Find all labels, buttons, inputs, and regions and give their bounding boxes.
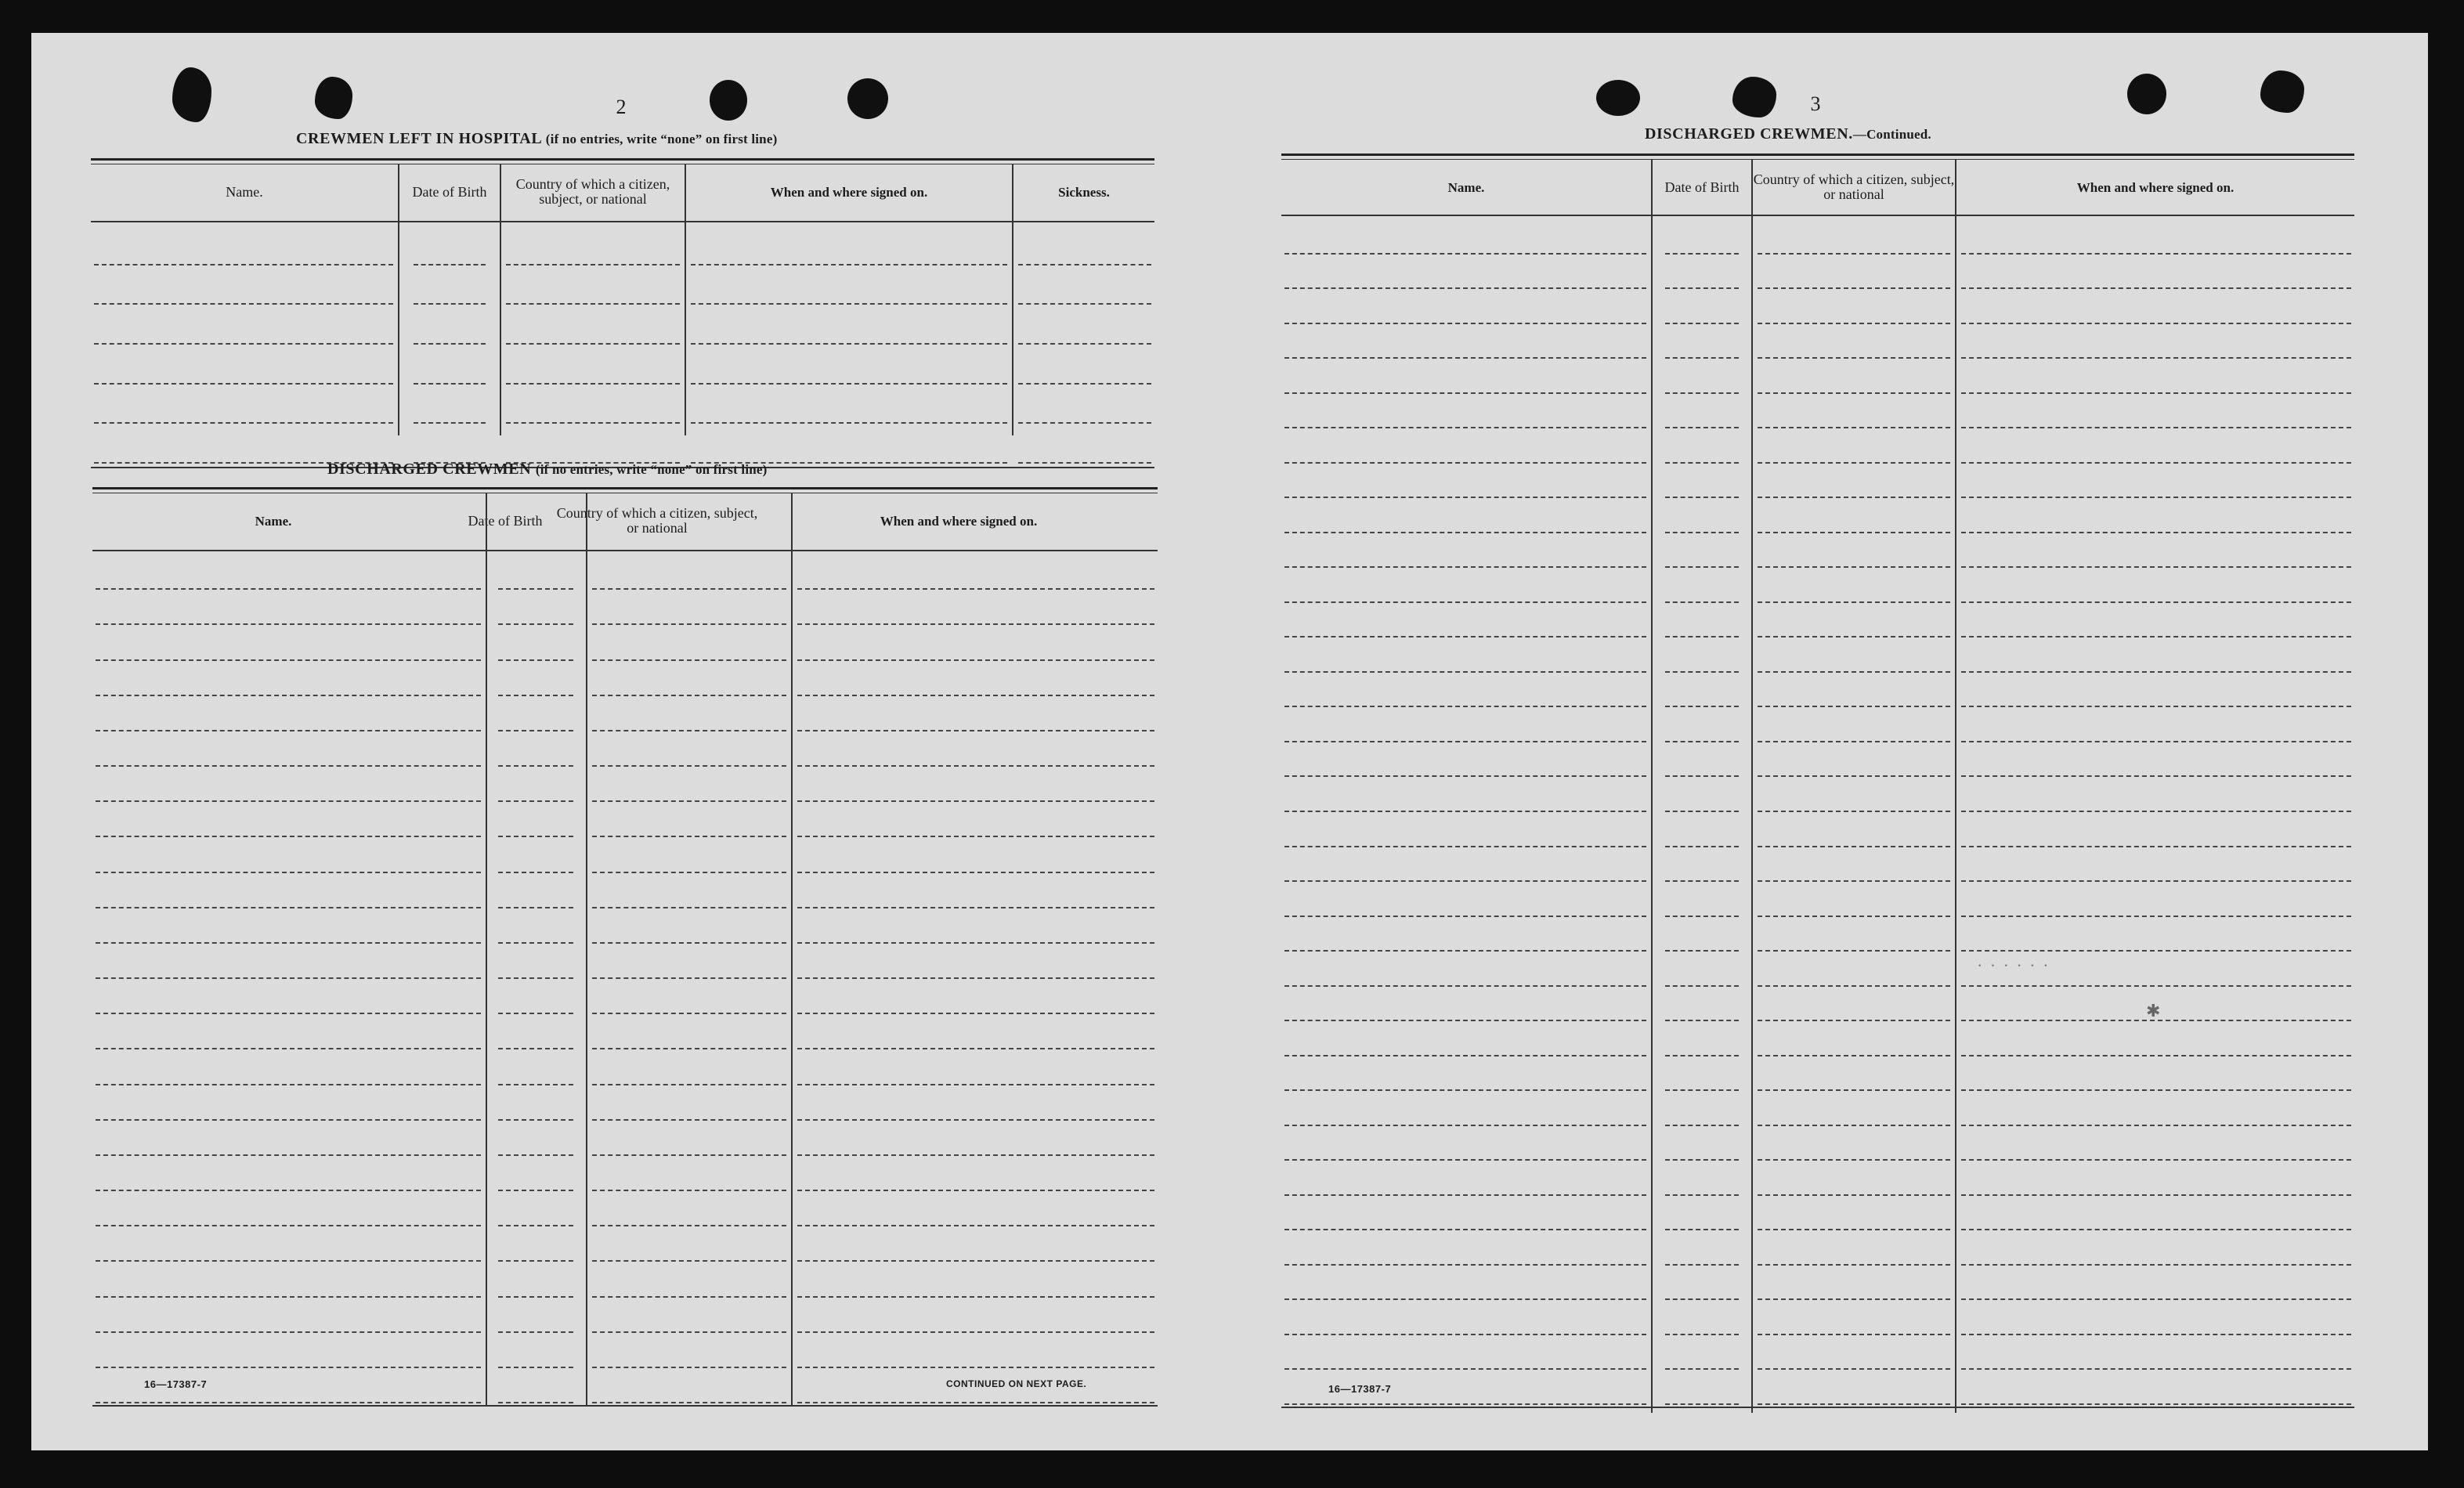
entry-line[interactable] (1665, 392, 1739, 394)
entry-line[interactable] (592, 1048, 786, 1049)
entry-line[interactable] (1961, 1089, 2351, 1091)
entry-line[interactable] (1665, 741, 1739, 742)
entry-line[interactable] (1665, 1229, 1739, 1230)
col-header-country: Country of which a citizen, subject, or national (556, 505, 758, 536)
entry-line[interactable] (797, 1119, 1154, 1121)
entry-line[interactable] (797, 1225, 1154, 1226)
punch-hole (847, 78, 888, 119)
entry-line[interactable] (498, 872, 573, 873)
entry-line[interactable] (1665, 1089, 1739, 1091)
entry-line[interactable] (1758, 1334, 1950, 1335)
entry-line[interactable] (1961, 1229, 2351, 1230)
entry-line[interactable] (797, 872, 1154, 873)
entry-line[interactable] (797, 800, 1154, 802)
entry-line[interactable] (96, 695, 481, 696)
entry-line[interactable] (1961, 1055, 2351, 1056)
entry-line[interactable] (1665, 1368, 1739, 1370)
entry-line[interactable] (1758, 1298, 1950, 1300)
page-number-left: 2 (616, 96, 627, 118)
entry-line[interactable] (1284, 323, 1646, 324)
entry-line[interactable] (96, 907, 481, 908)
entry-line[interactable] (498, 659, 573, 661)
entry-line[interactable] (1284, 462, 1646, 464)
entry-line[interactable] (1961, 357, 2351, 359)
entry-line[interactable] (1758, 775, 1950, 777)
entry-line[interactable] (498, 1225, 573, 1226)
entry-line[interactable] (1961, 1334, 2351, 1335)
entry-line[interactable] (1961, 671, 2351, 673)
entry-line[interactable] (797, 1084, 1154, 1085)
entry-line[interactable] (1665, 1403, 1739, 1405)
entry-line[interactable] (1284, 566, 1646, 568)
entry-line[interactable] (1284, 1194, 1646, 1196)
entry-line[interactable] (1284, 706, 1646, 707)
entry-line[interactable] (498, 730, 573, 731)
entry-line[interactable] (506, 383, 680, 385)
entry-line[interactable] (1284, 1403, 1646, 1405)
entry-line[interactable] (592, 907, 786, 908)
entry-line[interactable] (414, 303, 486, 305)
col-header-country: Country of which a citizen, subject, or national (1753, 172, 1955, 202)
page-number-right: 3 (1810, 92, 1821, 115)
entry-line[interactable] (1665, 950, 1739, 952)
entry-line[interactable] (498, 1331, 573, 1333)
entry-line[interactable] (1758, 1159, 1950, 1161)
col-header-name: Name. (1447, 179, 1485, 195)
entry-line[interactable] (1665, 601, 1739, 603)
col-header-sickness: Sickness. (1058, 184, 1110, 200)
entry-line[interactable] (797, 836, 1154, 837)
entry-line[interactable] (592, 1119, 786, 1121)
entry-line[interactable] (1284, 846, 1646, 847)
entry-line[interactable] (1758, 1020, 1950, 1021)
entry-line[interactable] (1961, 1368, 2351, 1370)
entry-line[interactable] (498, 1190, 573, 1191)
entry-line[interactable] (1961, 916, 2351, 917)
entry-line[interactable] (96, 765, 481, 767)
entry-line[interactable] (1961, 1298, 2351, 1300)
entry-line[interactable] (592, 1013, 786, 1014)
entry-line[interactable] (1961, 1264, 2351, 1266)
entry-line[interactable] (1758, 636, 1950, 637)
entry-line[interactable] (1018, 303, 1151, 305)
entry-line[interactable] (498, 1260, 573, 1262)
col-header-dob: Date of Birth (468, 512, 543, 529)
entry-line[interactable] (96, 1190, 481, 1191)
entry-line[interactable] (96, 1296, 481, 1298)
ink-smudge: ✱ (2146, 1001, 2162, 1020)
punch-hole (2260, 70, 2304, 113)
entry-line[interactable] (1961, 323, 2351, 324)
entry-line[interactable] (797, 659, 1154, 661)
entry-line[interactable] (1758, 287, 1950, 289)
entry-line[interactable] (498, 942, 573, 944)
entry-line[interactable] (498, 588, 573, 590)
entry-line[interactable] (1961, 532, 2351, 533)
entry-line[interactable] (797, 942, 1154, 944)
entry-line[interactable] (96, 623, 481, 625)
entry-line[interactable] (498, 977, 573, 979)
entry-line[interactable] (1665, 916, 1739, 917)
entry-line[interactable] (1665, 985, 1739, 987)
col-header-signed-on: When and where signed on. (2076, 179, 2235, 195)
col-header-name: Name. (255, 513, 292, 529)
entry-line[interactable] (1284, 1298, 1646, 1300)
entry-line[interactable] (1284, 880, 1646, 882)
punch-hole (1596, 80, 1640, 116)
entry-line[interactable] (94, 303, 393, 305)
entry-line[interactable] (1758, 706, 1950, 707)
entry-line[interactable] (1758, 1368, 1950, 1370)
entry-line[interactable] (414, 343, 486, 345)
entry-line[interactable] (592, 1331, 786, 1333)
entry-line[interactable] (1758, 392, 1950, 394)
hospital-table (91, 158, 1154, 471)
entry-line[interactable] (1284, 775, 1646, 777)
entry-line[interactable] (1758, 357, 1950, 359)
entry-line[interactable] (797, 977, 1154, 979)
entry-line[interactable] (1758, 741, 1950, 742)
entry-line[interactable] (592, 730, 786, 731)
entry-line[interactable] (1284, 1055, 1646, 1056)
discharged-section-title: DISCHARGED CREWMEN (if no entries, write “none” on first line) (327, 460, 768, 478)
entry-line[interactable] (797, 765, 1154, 767)
ink-smudge: · · · · · · (1977, 955, 2050, 975)
entry-line[interactable] (1961, 741, 2351, 742)
entry-line[interactable] (1961, 775, 2351, 777)
entry-line[interactable] (1284, 1229, 1646, 1230)
entry-line[interactable] (1665, 566, 1739, 568)
entry-line[interactable] (1284, 601, 1646, 603)
entry-line[interactable] (797, 1331, 1154, 1333)
entry-line[interactable] (96, 659, 481, 661)
entry-line[interactable] (1665, 1020, 1739, 1021)
entry-line[interactable] (1758, 916, 1950, 917)
entry-line[interactable] (94, 422, 393, 424)
entry-line[interactable] (797, 730, 1154, 731)
entry-line[interactable] (1284, 1264, 1646, 1266)
entry-line[interactable] (797, 1367, 1154, 1368)
entry-line[interactable] (1665, 775, 1739, 777)
entry-line[interactable] (1284, 357, 1646, 359)
entry-line[interactable] (498, 1154, 573, 1156)
entry-line[interactable] (1758, 880, 1950, 882)
entry-line[interactable] (414, 383, 486, 385)
entry-line[interactable] (96, 1331, 481, 1333)
entry-line[interactable] (1758, 1229, 1950, 1230)
entry-line[interactable] (506, 422, 680, 424)
entry-line[interactable] (691, 303, 1007, 305)
entry-line[interactable] (1961, 462, 2351, 464)
entry-line[interactable] (1961, 706, 2351, 707)
entry-line[interactable] (96, 1260, 481, 1262)
entry-line[interactable] (797, 1013, 1154, 1014)
entry-line[interactable] (96, 1084, 481, 1085)
hospital-section-title: CREWMEN LEFT IN HOSPITAL (if no entries, write “none” on first line) (296, 130, 778, 147)
punch-hole (1732, 77, 1776, 117)
col-header-country: Country of which a citizen, subject, or national (515, 176, 670, 207)
form-number-right: 16—17387-7 (1328, 1383, 1392, 1395)
entry-line[interactable] (592, 872, 786, 873)
entry-line[interactable] (592, 977, 786, 979)
entry-line[interactable] (1018, 462, 1151, 464)
entry-line[interactable] (1758, 323, 1950, 324)
entry-line[interactable] (1665, 253, 1739, 255)
entry-line[interactable] (797, 623, 1154, 625)
entry-line[interactable] (96, 1154, 481, 1156)
entry-line[interactable] (1758, 601, 1950, 603)
entry-line[interactable] (96, 1013, 481, 1014)
entry-line[interactable] (96, 872, 481, 873)
entry-line[interactable] (498, 1119, 573, 1121)
col-header-dob: Date of Birth (412, 183, 487, 200)
entry-line[interactable] (1961, 846, 2351, 847)
entry-line[interactable] (1284, 1125, 1646, 1126)
entry-line[interactable] (96, 977, 481, 979)
entry-line[interactable] (797, 1048, 1154, 1049)
entry-line[interactable] (1665, 287, 1739, 289)
entry-line[interactable] (94, 383, 393, 385)
entry-line[interactable] (592, 1084, 786, 1085)
entry-line[interactable] (592, 1190, 786, 1191)
entry-line[interactable] (498, 1048, 573, 1049)
entry-line[interactable] (1758, 846, 1950, 847)
entry-line[interactable] (797, 588, 1154, 590)
entry-line[interactable] (1284, 1159, 1646, 1161)
col-header-dob: Date of Birth (1664, 179, 1740, 195)
entry-line[interactable] (506, 343, 680, 345)
entry-line[interactable] (592, 623, 786, 625)
entry-line[interactable] (1018, 383, 1151, 385)
entry-line[interactable] (96, 942, 481, 944)
entry-line[interactable] (691, 383, 1007, 385)
entry-line[interactable] (1961, 950, 2351, 952)
entry-line[interactable] (592, 588, 786, 590)
entry-line[interactable] (96, 1367, 481, 1368)
entry-line[interactable] (1018, 264, 1151, 265)
entry-line[interactable] (1665, 846, 1739, 847)
discharged-table (92, 487, 1158, 1411)
entry-line[interactable] (498, 1402, 573, 1403)
entry-line[interactable] (96, 1048, 481, 1049)
entry-line[interactable] (96, 1119, 481, 1121)
entry-line[interactable] (1758, 1403, 1950, 1405)
entry-line[interactable] (1758, 253, 1950, 255)
entry-line[interactable] (592, 1402, 786, 1403)
entry-line[interactable] (592, 765, 786, 767)
entry-line[interactable] (1665, 1055, 1739, 1056)
col-header-signed-on: When and where signed on. (770, 184, 928, 200)
punch-hole (172, 67, 211, 122)
continued-note: CONTINUED ON NEXT PAGE. (946, 1378, 1087, 1389)
punch-hole (2127, 74, 2166, 114)
entry-line[interactable] (1284, 392, 1646, 394)
entry-line[interactable] (1665, 880, 1739, 882)
entry-line[interactable] (1758, 1264, 1950, 1266)
entry-line[interactable] (498, 836, 573, 837)
entry-line[interactable] (1961, 287, 2351, 289)
entry-line[interactable] (498, 1367, 573, 1368)
entry-line[interactable] (498, 800, 573, 802)
entry-line[interactable] (498, 623, 573, 625)
entry-line[interactable] (592, 1296, 786, 1298)
entry-line[interactable] (1961, 601, 2351, 603)
entry-line[interactable] (1961, 566, 2351, 568)
entry-line[interactable] (592, 1367, 786, 1368)
entry-line[interactable] (691, 264, 1007, 265)
entry-line[interactable] (691, 343, 1007, 345)
entry-line[interactable] (592, 836, 786, 837)
entry-line[interactable] (1665, 532, 1739, 533)
entry-line[interactable] (592, 1154, 786, 1156)
entry-line[interactable] (506, 264, 680, 265)
entry-line[interactable] (1758, 532, 1950, 533)
entry-line[interactable] (1758, 985, 1950, 987)
entry-line[interactable] (1758, 811, 1950, 812)
entry-line[interactable] (691, 422, 1007, 424)
entry-line[interactable] (1665, 671, 1739, 673)
entry-line[interactable] (1758, 950, 1950, 952)
entry-line[interactable] (1018, 422, 1151, 424)
entry-line[interactable] (1284, 741, 1646, 742)
entry-line[interactable] (414, 264, 486, 265)
entry-line[interactable] (1665, 1334, 1739, 1335)
entry-line[interactable] (1284, 1089, 1646, 1091)
entry-line[interactable] (797, 1154, 1154, 1156)
entry-line[interactable] (96, 1402, 481, 1403)
punch-hole (315, 77, 352, 119)
entry-line[interactable] (1961, 427, 2351, 428)
col-header-signed-on: When and where signed on. (880, 513, 1038, 529)
entry-line[interactable] (1758, 671, 1950, 673)
entry-line[interactable] (1961, 1194, 2351, 1196)
entry-line[interactable] (1758, 1089, 1950, 1091)
entry-line[interactable] (1961, 811, 2351, 812)
entry-line[interactable] (1758, 566, 1950, 568)
discharged-continued-table (1281, 153, 2354, 1414)
entry-line[interactable] (414, 422, 486, 424)
entry-line[interactable] (1284, 916, 1646, 917)
entry-line[interactable] (96, 800, 481, 802)
entry-line[interactable] (1284, 811, 1646, 812)
entry-line[interactable] (1284, 532, 1646, 533)
entry-line[interactable] (498, 695, 573, 696)
entry-line[interactable] (1961, 1159, 2351, 1161)
entry-line[interactable] (797, 1260, 1154, 1262)
entry-line[interactable] (1284, 1020, 1646, 1021)
entry-line[interactable] (1665, 357, 1739, 359)
entry-line[interactable] (1758, 462, 1950, 464)
entry-line[interactable] (498, 907, 573, 908)
discharged-continued-title: DISCHARGED CREWMEN.—Continued. (1645, 125, 1931, 143)
entry-line[interactable] (1284, 253, 1646, 255)
entry-line[interactable] (797, 1296, 1154, 1298)
entry-line[interactable] (1961, 636, 2351, 637)
entry-line[interactable] (1284, 287, 1646, 289)
entry-line[interactable] (797, 1190, 1154, 1191)
entry-line[interactable] (1284, 1368, 1646, 1370)
entry-line[interactable] (1961, 985, 2351, 987)
entry-line[interactable] (1284, 636, 1646, 637)
entry-line[interactable] (1961, 1403, 2351, 1405)
form-number-left: 16—17387-7 (144, 1378, 208, 1390)
entry-line[interactable] (797, 695, 1154, 696)
entry-line[interactable] (1758, 1055, 1950, 1056)
entry-line[interactable] (96, 588, 481, 590)
entry-line[interactable] (1961, 253, 2351, 255)
entry-line[interactable] (1665, 323, 1739, 324)
entry-line[interactable] (1284, 985, 1646, 987)
entry-line[interactable] (94, 264, 393, 265)
entry-line[interactable] (498, 765, 573, 767)
entry-line[interactable] (1284, 497, 1646, 498)
entry-line[interactable] (1665, 706, 1739, 707)
entry-line[interactable] (1961, 497, 2351, 498)
entry-line[interactable] (1018, 343, 1151, 345)
entry-line[interactable] (1665, 1264, 1739, 1266)
entry-line[interactable] (1284, 427, 1646, 428)
entry-line[interactable] (1284, 1334, 1646, 1335)
entry-line[interactable] (1284, 671, 1646, 673)
entry-line[interactable] (1961, 1125, 2351, 1126)
entry-line[interactable] (1284, 950, 1646, 952)
entry-line[interactable] (1961, 392, 2351, 394)
entry-line[interactable] (96, 1225, 481, 1226)
entry-line[interactable] (96, 730, 481, 731)
entry-line[interactable] (1665, 1194, 1739, 1196)
entry-line[interactable] (1665, 811, 1739, 812)
entry-line[interactable] (797, 1402, 1154, 1403)
entry-line[interactable] (592, 659, 786, 661)
col-header-name: Name. (226, 183, 263, 200)
entry-line[interactable] (1758, 427, 1950, 428)
entry-line[interactable] (797, 907, 1154, 908)
entry-line[interactable] (498, 1013, 573, 1014)
entry-line[interactable] (592, 1260, 786, 1262)
entry-line[interactable] (506, 303, 680, 305)
entry-line[interactable] (1665, 636, 1739, 637)
entry-line[interactable] (1665, 1159, 1739, 1161)
entry-line[interactable] (1665, 497, 1739, 498)
entry-line[interactable] (1758, 1194, 1950, 1196)
entry-line[interactable] (498, 1296, 573, 1298)
entry-line[interactable] (592, 1225, 786, 1226)
entry-line[interactable] (94, 343, 393, 345)
entry-line[interactable] (1665, 1125, 1739, 1126)
entry-line[interactable] (1758, 1125, 1950, 1126)
entry-line[interactable] (592, 695, 786, 696)
entry-line[interactable] (498, 1084, 573, 1085)
entry-line[interactable] (1665, 462, 1739, 464)
entry-line[interactable] (1665, 1298, 1739, 1300)
entry-line[interactable] (1758, 497, 1950, 498)
entry-line[interactable] (592, 942, 786, 944)
entry-line[interactable] (1665, 427, 1739, 428)
entry-line[interactable] (1961, 880, 2351, 882)
entry-line[interactable] (592, 800, 786, 802)
punch-hole (710, 80, 747, 121)
entry-line[interactable] (96, 836, 481, 837)
document-sheet (31, 33, 2428, 1450)
